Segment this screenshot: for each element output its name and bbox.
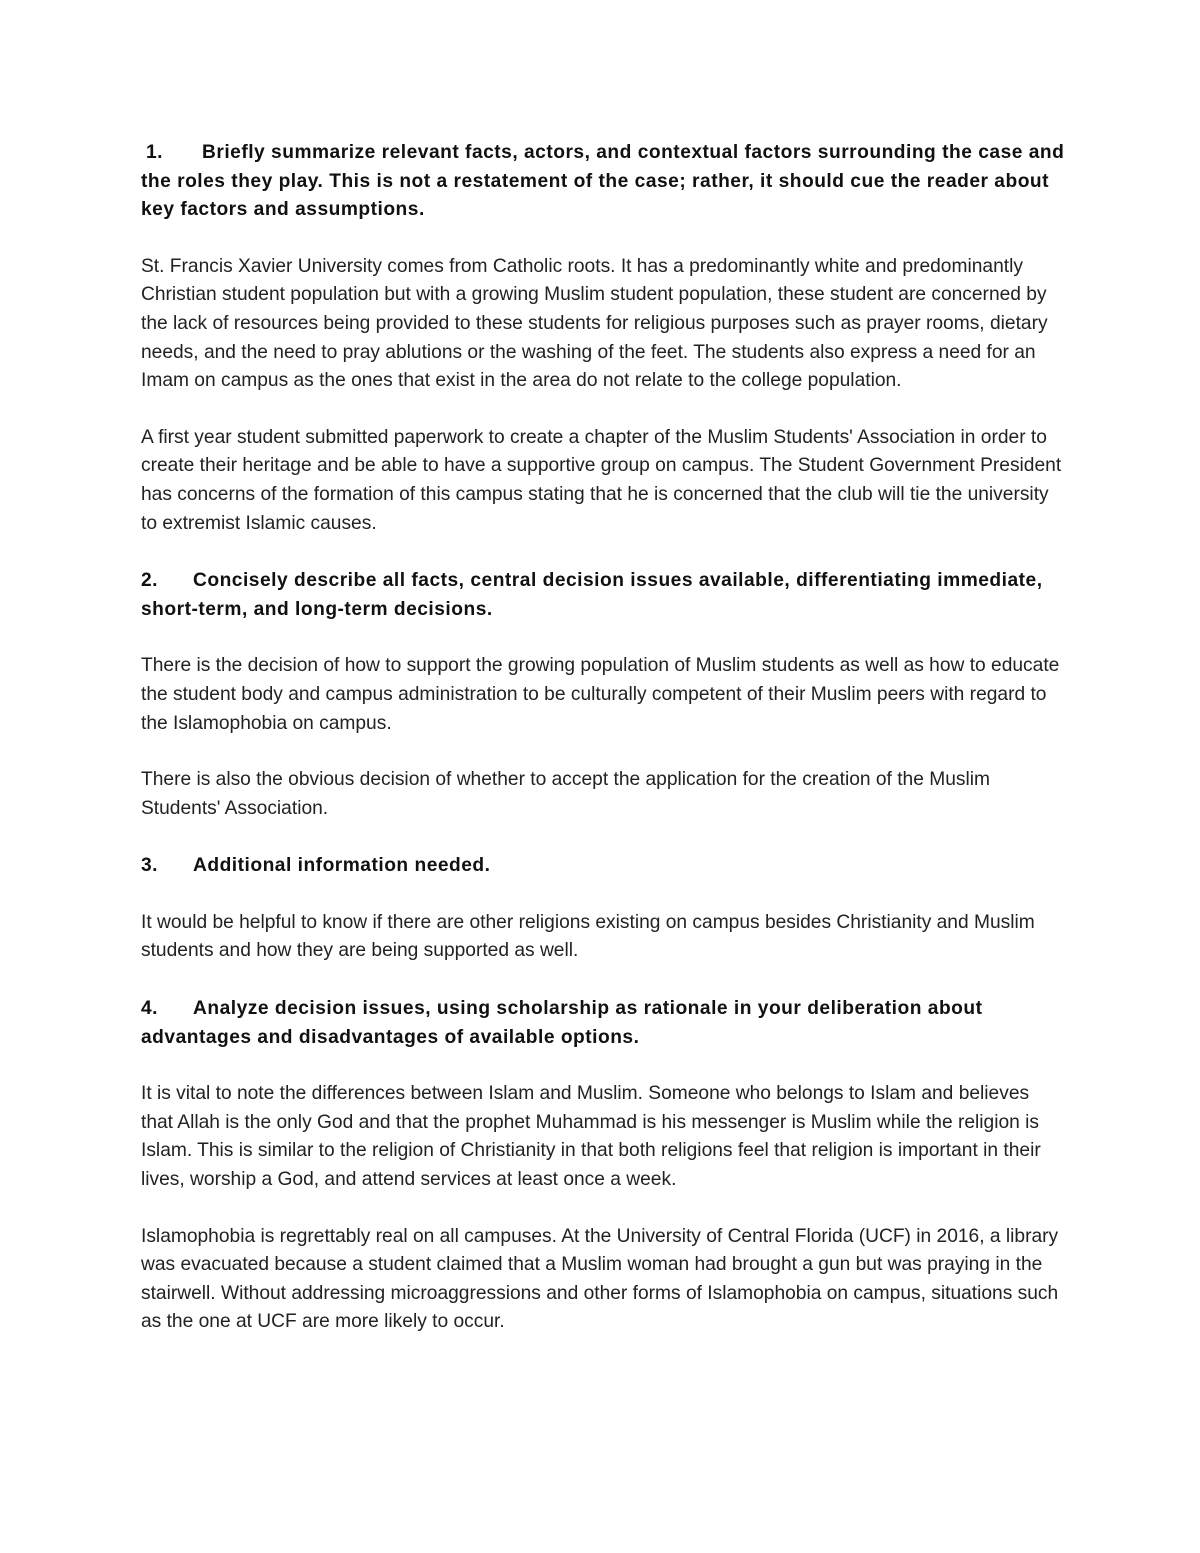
- section-1-paragraph-2: A first year student submitted paperwork to create a chapter of the Muslim Students' Association in order to create their heritage and be able to have a supportive group on campus. The Student Government President has concerns of the formation of this campus stating that he is concerned that the club will tie the university to extremist Islamic causes.: [141, 426, 1062, 534]
- section-2-heading-text: Concisely describe all facts, central decision issues available, differentiating immediate, short-term, and long-term decisions.: [141, 570, 1043, 620]
- section-3-heading: [141, 852, 1066, 881]
- section-4-paragraph-1: It is vital to note the differences between Islam and Muslim. Someone who belongs to Islam and believes that Allah is the only God and that the prophet Muhammad is his messenger is Muslim while the religion is Islam. This is similar to the religion of Christianity in that both religions feel that religion is important in their lives, worship a God, and attend services at least once a week.: [141, 1083, 1041, 1191]
- section-1-paragraph-1: St. Francis Xavier University comes from Catholic roots. It has a predominantly white and predominantly Christian student population but with a growing Muslim student population, these student are concerned by the lack of resources being provided to these students for religious purposes such as prayer rooms, dietary needs, and the need to pray ablutions or the washing of the feet. The students also express a need for an Imam on campus as the ones that exist in the area do not relate to the college population.: [141, 255, 1048, 392]
- section-3-number: 3.: [141, 855, 159, 877]
- document-body: [141, 139, 1066, 1337]
- section-2-heading: [141, 567, 1066, 624]
- section-2-paragraph-1: There is the decision of how to support the growing population of Muslim students as well as how to educate the student body and campus administration to be culturally competent of their Muslim peers with regard to the Islamophobia on campus.: [141, 655, 1060, 734]
- section-1-heading-text: Briefly summarize relevant facts, actors, and contextual factors surrounding the case and the roles they play. This is not a restatement of the case; rather, it should cue the reader about key factors and assumptions.: [141, 142, 1065, 221]
- section-4-number: 4.: [141, 998, 159, 1020]
- section-4-heading: [141, 995, 1066, 1052]
- section-1-heading: [141, 139, 1066, 225]
- section-1-number: 1.: [146, 142, 164, 163]
- section-3-heading-text: Additional information needed.: [193, 855, 491, 877]
- section-4-paragraph-2: Islamophobia is regrettably real on all campuses. At the University of Central Florida (UCF) in 2016, a library was evacuated because a student claimed that a Muslim woman had brought a gun but was praying in the stairwell. Without addressing microaggressions and other forms of Islamophobia on campus, situations such as the one at UCF are more likely to occur.: [141, 1225, 1059, 1333]
- section-4-heading-text: Analyze decision issues, using scholarship as rationale in your deliberation about advantages and disadvantages of available options.: [141, 998, 983, 1048]
- section-2-number: 2.: [141, 570, 159, 592]
- section-3-paragraph-1: It would be helpful to know if there are other religions existing on campus besides Christianity and Muslim students and how they are being supported as well.: [141, 911, 1035, 962]
- section-2-paragraph-2: There is also the obvious decision of whether to accept the application for the creation of the Muslim Students' Association.: [141, 769, 990, 819]
